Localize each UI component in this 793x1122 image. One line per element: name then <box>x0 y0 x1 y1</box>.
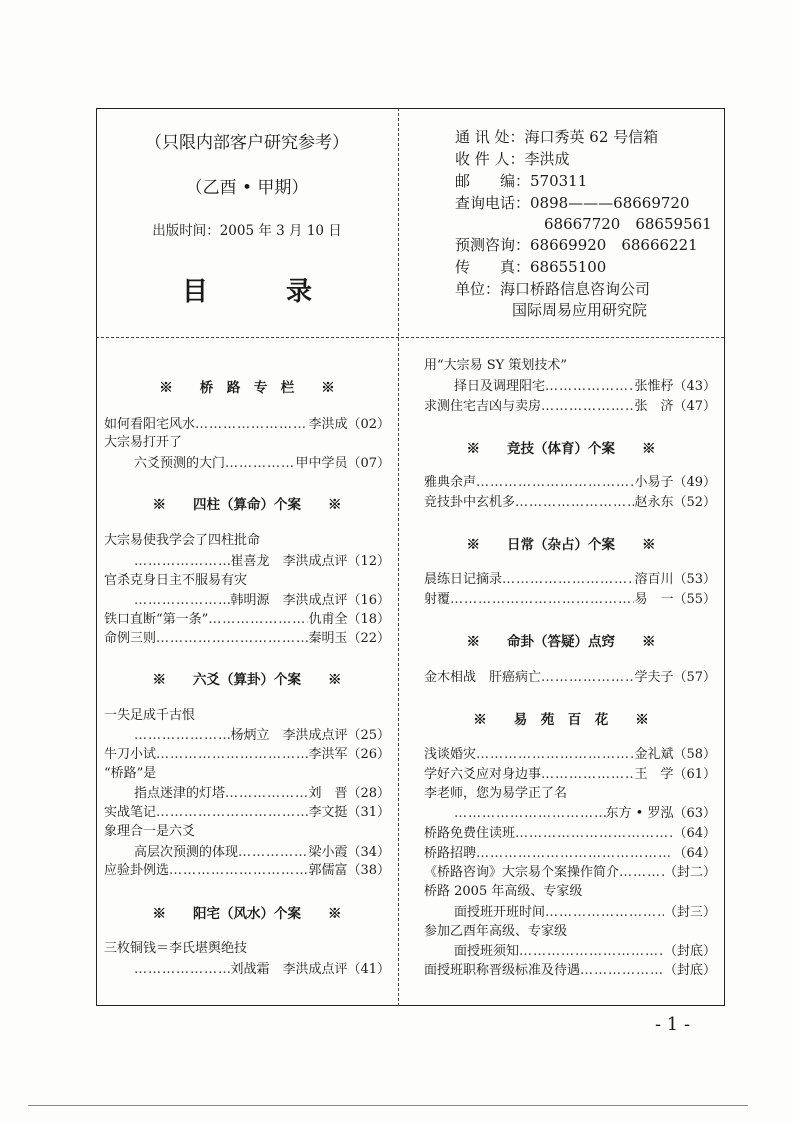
toc-entry[interactable]: 求测住宅吉凶与卖房 ………………………………………………………………………………………… 张 济（47） <box>424 398 716 416</box>
section-heading: ※ 易 苑 百 花 ※ <box>473 712 649 728</box>
toc-entry[interactable]: ………………………………………………………………………………………… 韩明源 李洪成点评（16） <box>134 592 390 610</box>
toc-entry[interactable]: 射覆 ………………………………………………………………………………………… 易 一（55） <box>424 591 716 609</box>
toc-entry[interactable]: ………………………………………………………………………………………… 崔喜龙 李洪成点评（12） <box>134 553 390 571</box>
page-number: - 1 - <box>655 1014 691 1035</box>
restriction-note: （只限内部客户研究参考） <box>145 133 349 153</box>
toc-entry[interactable]: 择日及调理阳宅 ………………………………………………………………………………………… 张惟杼（43） <box>454 378 716 396</box>
toc-entry[interactable]: 高层次预测的体现 ………………………………………………………………………………………… 梁小霞（34） <box>134 844 390 862</box>
toc-entry-title[interactable]: 象理合一是六爻 <box>104 824 196 839</box>
toc-entry[interactable]: 晨练日记摘录 ………………………………………………………………………………………… 溶百川（53） <box>424 571 716 589</box>
toc-entry-title[interactable]: 官杀克身日主不服易有灾 <box>104 573 248 588</box>
toc-entry[interactable]: ………………………………………………………………………………………… 杨炳立 李洪成点评（25） <box>134 727 390 745</box>
contact-recipient: 收 件 人：李洪成 <box>455 150 570 168</box>
section-heading: ※ 命卦（答疑）点窍 ※ <box>466 634 656 650</box>
section-heading: ※ 四柱（算命）个案 ※ <box>152 497 342 513</box>
toc-entry-title[interactable]: 大宗易使我学会了四柱批命 <box>104 533 261 548</box>
section-heading: ※ 日常（杂占）个案 ※ <box>466 537 656 553</box>
toc-entry-title[interactable]: 参加乙酉年高级、专家级 <box>424 924 568 939</box>
toc-entry[interactable]: 浅谈婚灾 ………………………………………………………………………………………… 金礼斌（58） <box>424 746 716 764</box>
toc-entry[interactable]: ………………………………………………………………………………………… 刘战霜 李洪成点评（41） <box>134 961 390 979</box>
contact-institute: 国际周易应用研究院 <box>512 301 648 319</box>
contact-postcode: 邮 编：570311 <box>455 172 588 190</box>
toc-entry-title[interactable]: 用“大宗易 SY 策划技术” <box>424 358 568 373</box>
section-heading: ※ 阳宅（风水）个案 ※ <box>152 906 342 922</box>
toc-entry[interactable]: 金木相战 肝癌病亡 ………………………………………………………………………………………… 学夫子（57） <box>424 669 716 687</box>
contact-phone: 查询电话：0898———68669720 <box>455 194 690 212</box>
toc-entry[interactable]: 六爻预测的大门 ………………………………………………………………………………………… 甲中学员（07） <box>134 455 390 473</box>
toc-title: 目 录 <box>181 277 312 307</box>
toc-entry[interactable]: 桥路免费住读班 ………………………………………………………………………………………… （64） <box>424 825 716 843</box>
contact-company: 单位：海口桥路信息咨询公司 <box>455 280 651 298</box>
toc-entry[interactable]: 命例三则 ………………………………………………………………………………………… 秦明玉（22） <box>104 630 390 648</box>
section-heading: ※ 六爻（算卦）个案 ※ <box>152 672 342 688</box>
header-divider <box>96 337 724 338</box>
toc-entry[interactable]: 雅典余声 ………………………………………………………………………………………… 小易子（49） <box>424 474 716 492</box>
toc-entry[interactable]: 牛刀小试 ………………………………………………………………………………………… 李洪军（26） <box>104 746 390 764</box>
toc-entry[interactable]: 如何看阳宅风水 ………………………………………………………………………………………… 李洪成（02） <box>104 416 390 434</box>
toc-entry[interactable]: 实战笔记 ………………………………………………………………………………………… 李文挺（31） <box>104 804 390 822</box>
section-heading: ※ 竞技（体育）个案 ※ <box>466 441 656 457</box>
contact-fax: 传 真：68655100 <box>455 258 607 276</box>
bottom-rule <box>28 1105 748 1106</box>
toc-entry[interactable]: 面授班职称晋级标准及待遇 ………………………………………………………………………………………… （封底） <box>424 962 716 980</box>
toc-entry-title[interactable]: “桥路”是 <box>104 766 157 781</box>
toc-entry[interactable]: ………………………………………………………………………………………… 东方 • 罗泓（63） <box>454 805 716 823</box>
toc-entry-title[interactable]: 一失足成千古恨 <box>104 708 196 723</box>
toc-entry-title[interactable]: 三枚铜钱＝李氏堪舆绝技 <box>104 941 248 956</box>
toc-entry[interactable]: 铁口直断“第一条” ………………………………………………………………………………………… 仇甫全（18） <box>104 611 390 629</box>
toc-entry[interactable]: 竞技卦中玄机多 ………………………………………………………………………………………… 赵永东（52） <box>424 494 716 512</box>
toc-entry[interactable]: 《桥路咨询》大宗易个案操作简介 ………………………………………………………………………………………… （封二） <box>424 864 716 882</box>
column-divider <box>398 108 399 1006</box>
toc-entry[interactable]: 应验卦例选 ………………………………………………………………………………………… 郭儒富（38） <box>104 862 390 880</box>
section-heading: ※ 桥 路 专 栏 ※ <box>159 380 335 396</box>
toc-entry[interactable]: 桥路招聘 ………………………………………………………………………………………… （64） <box>424 845 716 863</box>
toc-entry[interactable]: 面授班开班时间 ………………………………………………………………………………………… （封三） <box>454 904 716 922</box>
toc-entry[interactable]: 面授班须知 ………………………………………………………………………………………… （封底） <box>454 943 716 961</box>
publication-date: 出版时间：2005 年 3 月 10 日 <box>152 223 342 239</box>
toc-entry-title[interactable]: 李老师，您为易学正了名 <box>424 786 568 801</box>
toc-entry-title[interactable]: 大宗易打开了 <box>104 435 183 450</box>
contact-phone-2: 68667720 68659561 <box>544 215 712 233</box>
issue-label: （乙酉 • 甲期） <box>185 178 309 198</box>
contact-address: 通 讯 处：海口秀英 62 号信箱 <box>455 128 659 146</box>
contact-consult: 预测咨询：68669920 68666221 <box>455 236 698 254</box>
toc-entry[interactable]: 指点迷津的灯塔 ………………………………………………………………………………………… 刘 晋（28） <box>134 785 390 803</box>
toc-entry-title[interactable]: 桥路 2005 年高级、专家级 <box>424 884 583 899</box>
toc-entry[interactable]: 学好六爻应对身边事 ………………………………………………………………………………………… 王 学（61） <box>424 766 716 784</box>
